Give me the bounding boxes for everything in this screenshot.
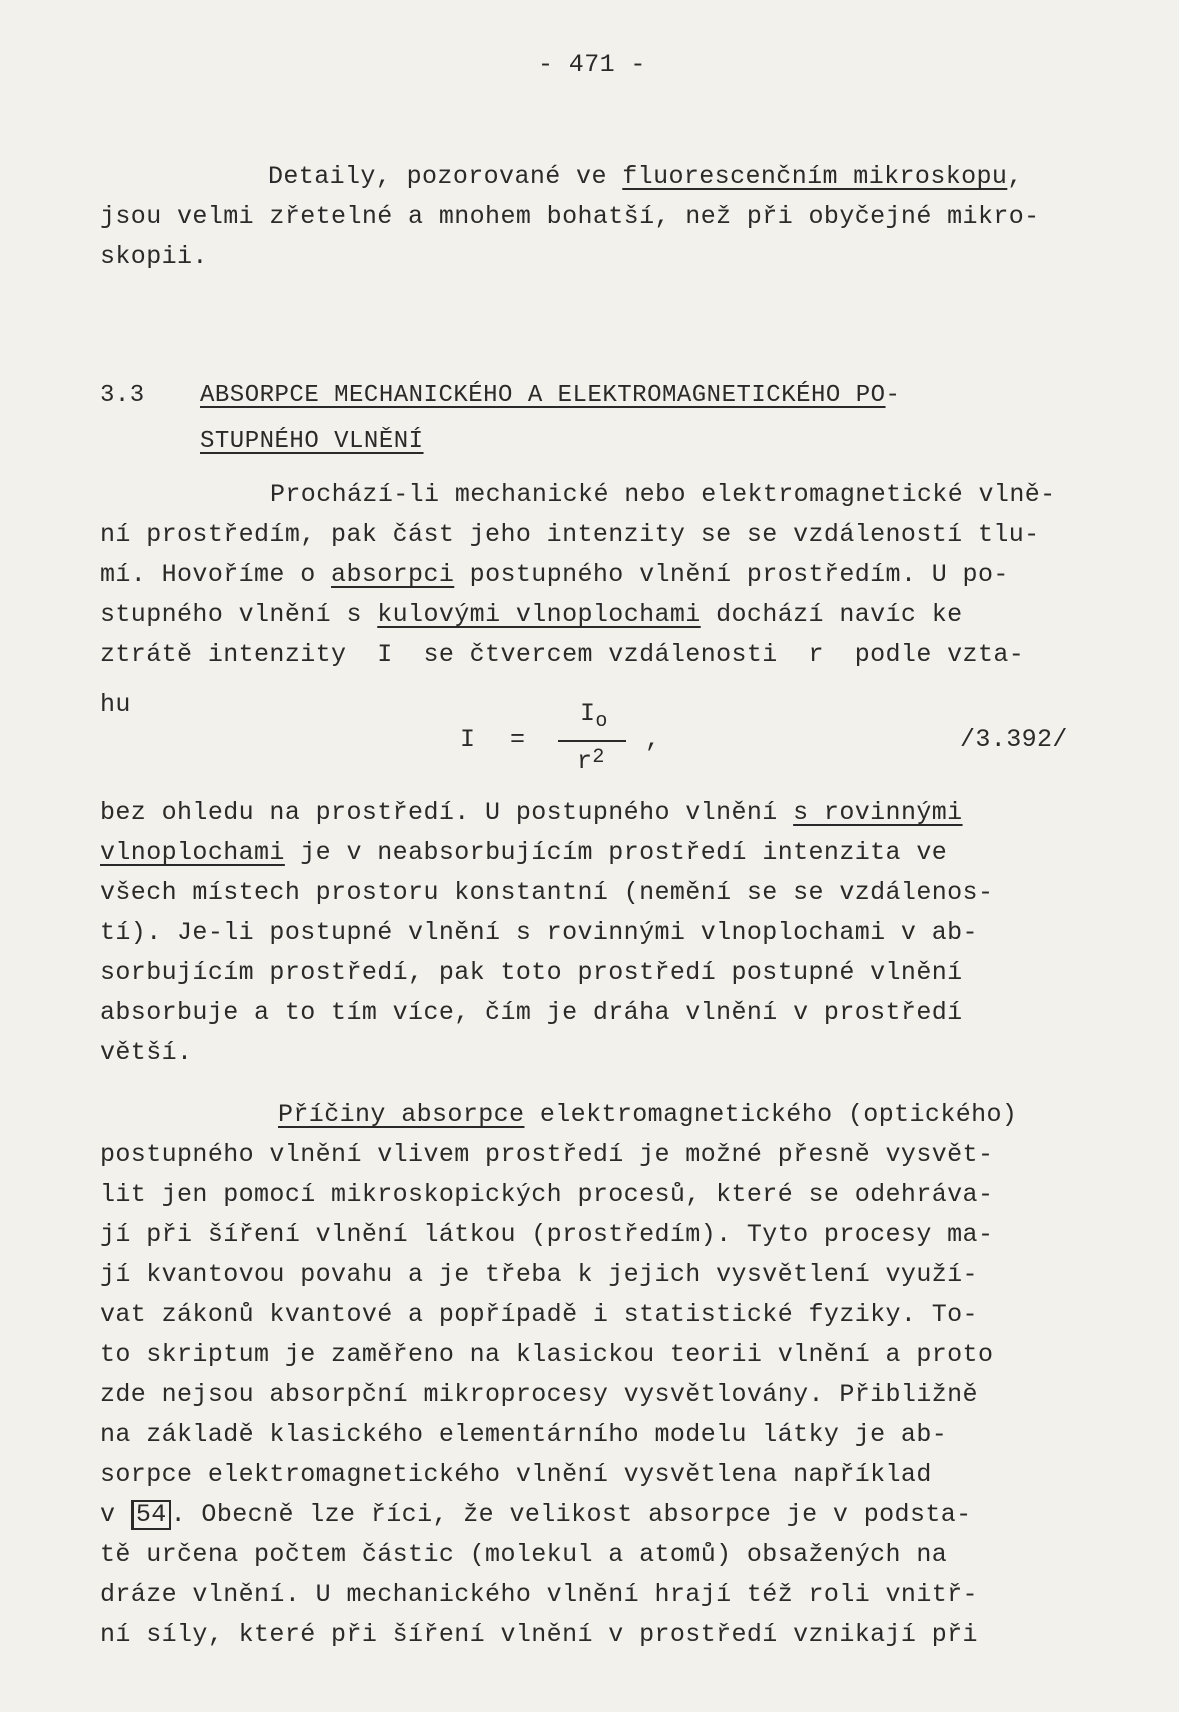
p2-line-5: sorbujícím prostředí, pak toto prostředí postupné vlnění xyxy=(100,958,963,987)
p3-line-13: dráze vlnění. U mechanického vlnění hrají též roli vnitř- xyxy=(100,1580,978,1609)
section-title-2: STUPNÉHO VLNĚNÍ xyxy=(200,428,424,455)
p3-line-14: ní síly, které při šíření vlnění v prostředí vznikají při xyxy=(100,1620,978,1649)
intro-line-3: skopii. xyxy=(100,242,208,271)
formula xyxy=(455,695,675,785)
formula-numerator-sub: o xyxy=(595,710,608,733)
p1-line-6: hu xyxy=(100,690,131,719)
p3-text: v xyxy=(100,1500,131,1529)
p3-line-3: lit jen pomocí mikroskopických procesů, které se odehráva- xyxy=(100,1180,994,1209)
p1-line-1: Prochází-li mechanické nebo elektromagnetické vlně- xyxy=(270,480,1056,509)
p2-line-4: tí). Je-li postupné vlnění s rovinnými vlnoplochami v ab- xyxy=(100,918,978,947)
section-title-line-2 xyxy=(200,428,424,455)
intro-comma: , xyxy=(1007,162,1023,191)
p3-line-6: vat zákonů kvantové a popřípadě i statistické fyziky. To- xyxy=(100,1300,978,1329)
page-number: - 471 - xyxy=(538,50,646,79)
p3-text: . Obecně lze říci, že velikost absorpce je v podsta- xyxy=(170,1500,972,1529)
term-fluorescence-microscope: fluorescenčním mikroskopu xyxy=(622,162,1008,191)
p2-line-3: všech místech prostoru konstantní (nemění se se vzdálenos- xyxy=(100,878,994,907)
p3-line-8: zde nejsou absorpční mikroprocesy vysvětlovány. Přibližně xyxy=(100,1380,978,1409)
term-wavefronts: vlnoplochami xyxy=(100,838,285,867)
p1-line-3 xyxy=(100,560,1009,589)
formula-numerator-main: I xyxy=(580,699,596,728)
section-title-line-1 xyxy=(200,382,900,409)
p2-line-2 xyxy=(100,838,947,867)
p3-line-4: jí při šíření vlnění látkou (prostředím). Tyto procesy ma- xyxy=(100,1220,994,1249)
p3-line-10: sorpce elektromagnetického vlnění vysvětlena například xyxy=(100,1460,932,1489)
reference-54: 54 xyxy=(131,1500,171,1530)
p2-text: bez ohledu na prostředí. U postupného vlnění xyxy=(100,798,794,827)
term-absorption: absorpci xyxy=(331,560,455,589)
p1-text: mí. Hovoříme o xyxy=(100,560,332,589)
formula-denominator-sup: 2 xyxy=(592,746,605,769)
section-number: 3.3 xyxy=(100,382,145,409)
equation-label: /3.392/ xyxy=(960,725,1068,754)
formula-comma: , xyxy=(645,725,661,754)
p2-text: je v neabsorbujícím prostředí intenzita ve xyxy=(284,838,948,867)
p1-text: postupného vlnění prostředím. U po- xyxy=(454,560,1009,589)
p3-line-12: tě určena počtem částic (molekul a atomů) obsažených na xyxy=(100,1540,948,1569)
p2-line-7: větší. xyxy=(100,1038,193,1067)
formula-numerator xyxy=(580,699,608,733)
section-title-hyphen: - xyxy=(885,382,901,409)
p3-line-2: postupného vlnění vlivem prostředí je možné přesně vysvět- xyxy=(100,1140,994,1169)
formula-denominator xyxy=(577,747,605,776)
section-title-1: ABSORPCE MECHANICKÉHO A ELEKTROMAGNETICKÉHO PO xyxy=(200,382,886,409)
formula-equals: = xyxy=(510,725,526,754)
term-spherical-wavefronts: kulovými vlnoplochami xyxy=(377,600,701,629)
fraction-bar xyxy=(558,740,626,742)
intro-line-2: jsou velmi zřetelné a mnohem bohatší, než při obyčejné mikro- xyxy=(100,202,1040,231)
p3-line-1 xyxy=(278,1100,1017,1129)
intro-line-1 xyxy=(268,162,1023,191)
term-planar: s rovinnými xyxy=(793,798,963,827)
formula-denominator-main: r xyxy=(577,747,593,776)
intro-text: Detaily, pozorované ve xyxy=(268,162,623,191)
term-causes-of-absorption: Příčiny absorpce xyxy=(278,1100,525,1129)
p3-line-5: jí kvantovou povahu a je třeba k jejich vysvětlení využí- xyxy=(100,1260,978,1289)
p2-line-1 xyxy=(100,798,963,827)
p1-line-2: ní prostředím, pak část jeho intenzity se se vzdáleností tlu- xyxy=(100,520,1040,549)
formula-lhs: I xyxy=(460,725,476,754)
p3-line-9: na základě klasického elementárního modelu látky je ab- xyxy=(100,1420,948,1449)
p3-text: elektromagnetického (optického) xyxy=(524,1100,1018,1129)
p3-line-11 xyxy=(100,1500,972,1530)
p1-line-5: ztrátě intenzity I se čtvercem vzdálenosti r podle vzta- xyxy=(100,640,1025,669)
p3-line-7: to skriptum je zaměřeno na klasickou teorii vlnění a proto xyxy=(100,1340,994,1369)
p1-line-4 xyxy=(100,600,963,629)
p2-line-6: absorbuje a to tím více, čím je dráha vlnění v prostředí xyxy=(100,998,963,1027)
p1-text: stupného vlnění s xyxy=(100,600,378,629)
p1-text: dochází navíc ke xyxy=(700,600,963,629)
